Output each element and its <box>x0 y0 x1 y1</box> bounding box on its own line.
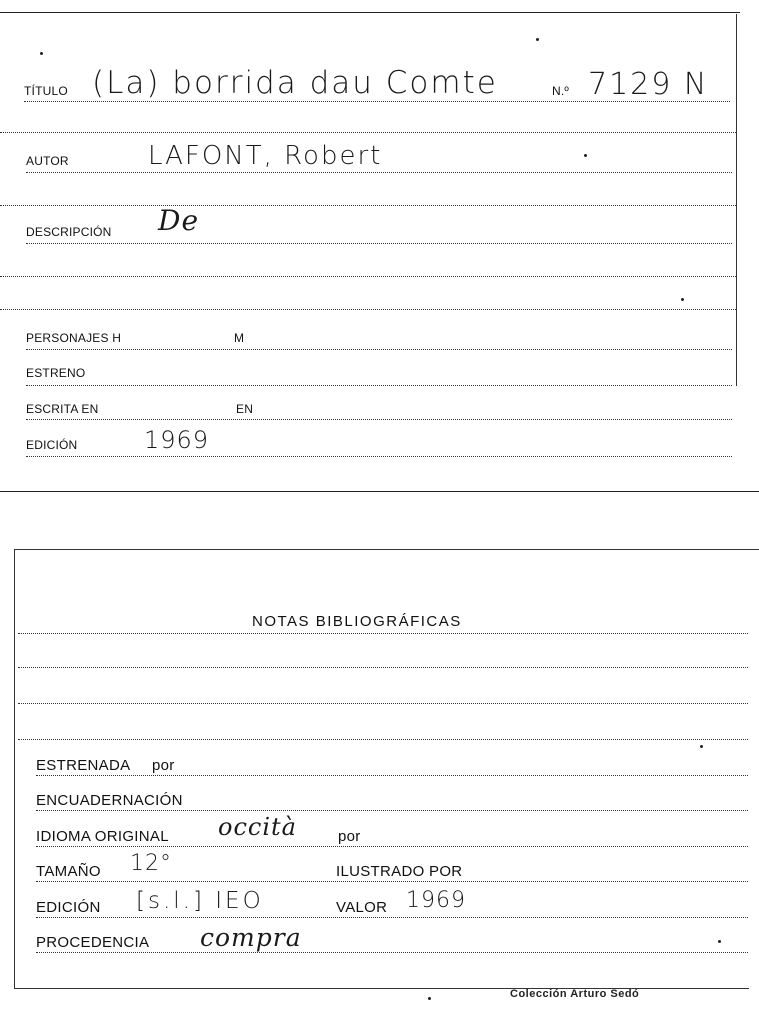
personajes-m-label: M <box>234 331 245 345</box>
estreno-rule <box>26 385 732 386</box>
rule-line <box>0 276 736 277</box>
estrenada-label: ESTRENADA <box>36 757 131 774</box>
autor-label: AUTOR <box>26 154 69 168</box>
valor-label: VALOR <box>336 899 388 916</box>
rule-line <box>18 703 748 704</box>
scan-speck <box>700 745 703 748</box>
numero-label: N.º <box>552 84 569 98</box>
rule-line <box>0 309 736 310</box>
idioma-por: por <box>338 828 361 845</box>
ilustrado-label: ILUSTRADO POR <box>336 863 463 880</box>
scan-speck <box>428 997 431 1000</box>
card-left-edge <box>14 549 15 989</box>
rule-line <box>18 667 748 668</box>
procedencia-label: PROCEDENCIA <box>36 934 150 951</box>
valor-value: 1969 <box>406 888 466 913</box>
heading-rule <box>18 633 748 634</box>
edicion-label: EDICIÓN <box>26 438 78 452</box>
descripcion-label: DESCRIPCIÓN <box>26 225 112 239</box>
titulo-value: (La) borrida dau Comte <box>92 65 498 101</box>
titulo-label: TÍTULO <box>24 84 68 98</box>
escrita-label: ESCRITA EN <box>26 402 99 416</box>
tamano-label: TAMAÑO <box>36 863 101 880</box>
card-right-edge <box>736 14 737 386</box>
catalog-card-back <box>0 545 759 1028</box>
estrenada-por: por <box>152 757 175 774</box>
escrita-en-label: EN <box>236 402 254 416</box>
edicion-label: EDICIÓN <box>36 899 101 916</box>
descripcion-value: De <box>158 204 200 237</box>
rule-line <box>0 205 736 206</box>
estreno-label: ESTRENO <box>26 366 86 380</box>
numero-value: 7129 N <box>588 67 709 102</box>
idioma-rule <box>36 846 748 847</box>
descripcion-rule <box>26 243 732 244</box>
scan-speck <box>536 38 539 41</box>
idioma-label: IDIOMA ORIGINAL <box>36 828 169 845</box>
card-bottom-edge <box>0 491 759 492</box>
titulo-rule <box>24 101 730 102</box>
catalog-card-front <box>0 0 759 495</box>
autor-rule <box>26 172 732 173</box>
collection-footer: Colección Arturo Sedó <box>510 988 640 1000</box>
card-top-edge <box>14 549 759 550</box>
card-top-edge <box>0 12 740 13</box>
encuadernacion-label: ENCUADERNACIÓN <box>36 792 183 809</box>
rule-line <box>0 132 736 133</box>
idioma-value: occità <box>218 813 297 841</box>
personajes-label: PERSONAJES H <box>26 331 122 345</box>
edicion-rule <box>36 917 748 918</box>
estrenada-rule <box>36 775 748 776</box>
tamano-value: 12° <box>130 851 172 876</box>
tamano-rule <box>36 881 748 882</box>
autor-value: LAFONT, Robert <box>148 141 383 171</box>
scan-speck <box>718 940 721 943</box>
procedencia-value: compra <box>200 923 302 952</box>
edicion-rule <box>26 456 732 457</box>
encuadernacion-rule <box>36 810 748 811</box>
rule-line <box>18 739 748 740</box>
escrita-rule <box>26 419 732 420</box>
scan-speck <box>584 154 587 157</box>
personajes-rule <box>26 349 732 350</box>
scan-speck <box>40 52 43 55</box>
edicion-value: [s.l.] IEO <box>136 888 264 914</box>
edicion-value: 1969 <box>144 426 210 454</box>
notas-heading: NOTAS BIBLIOGRÁFICAS <box>252 613 462 630</box>
scan-speck <box>681 298 684 301</box>
procedencia-rule <box>36 952 748 953</box>
